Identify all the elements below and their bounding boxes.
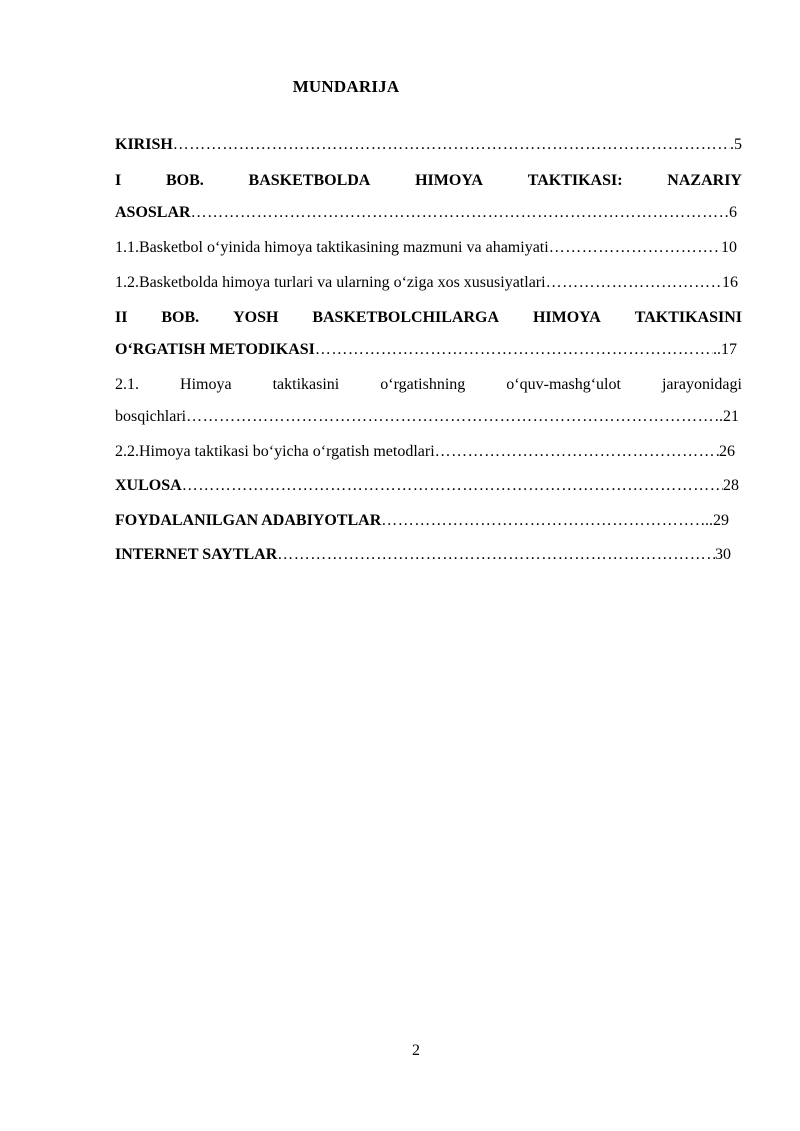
toc-word: NAZARIY (667, 172, 742, 189)
toc-entry-chapter-2-line-1 (115, 307, 742, 329)
toc-entry-label: 1.1.Basketbol o‘yinida himoya taktikasining mazmuni va ahamiyati (115, 239, 549, 256)
toc-entry-label: XULOSA (115, 477, 182, 494)
toc-entry-chapter-1-line-2 (115, 202, 737, 224)
toc-entry-section-2-2 (115, 441, 735, 463)
toc-word: YOSH (233, 309, 279, 326)
toc-word: BOB. (161, 309, 200, 326)
toc-entry-label: KIRISH (115, 136, 173, 153)
toc-word: BASKETBOLCHILARGA (312, 309, 500, 326)
toc-entry-label: INTERNET SAYTLAR (115, 546, 278, 563)
toc-entry-section-2-1-line-1 (115, 374, 742, 396)
toc-word: Himoya (180, 376, 232, 393)
toc-leader-dots (549, 237, 721, 259)
toc-entry-section-2-1-line-2 (115, 406, 739, 428)
toc-entry-label: bosqichlari (115, 408, 187, 425)
toc-word: TAKTIKASI: (527, 172, 623, 189)
toc-entry-xulosa (115, 475, 739, 497)
toc-word: 2.1. (115, 376, 139, 393)
toc-word: BASKETBOLDA (248, 172, 371, 189)
toc-word: TAKTIKASINI (634, 309, 742, 326)
toc-leader-dots (381, 510, 705, 532)
toc-entry-section-1-2 (115, 272, 738, 294)
toc-page-number: 6 (729, 204, 737, 221)
toc-word: HIMOYA (532, 309, 601, 326)
toc-page-number: 28 (723, 477, 739, 494)
toc-leader-dots (182, 475, 723, 497)
toc-word: BOB. (165, 172, 204, 189)
toc-page-number: ..29 (705, 512, 729, 529)
toc-leader-dots (173, 134, 730, 156)
toc-page-number: .21 (719, 408, 739, 425)
toc-page-number: ..17 (713, 341, 737, 358)
toc-entry-section-1-1 (115, 237, 737, 259)
toc-leader-dots (277, 544, 715, 566)
toc-page-number: 26 (719, 443, 735, 460)
toc-page-number: 10 (721, 239, 737, 256)
toc-entry-label: 1.2.Basketbolda himoya turlari va ularning o‘ziga xos xususiyatlari (115, 274, 546, 291)
toc-entry-chapter-2-line-2 (115, 339, 737, 361)
toc-word: o‘rgatishning (380, 376, 466, 393)
toc-entry-chapter-1-line-1 (115, 170, 742, 192)
toc-word: I (115, 172, 122, 189)
toc-page-number: .5 (730, 136, 742, 153)
toc-page-number: 16 (722, 274, 738, 291)
toc-leader-dots (191, 202, 729, 224)
toc-leader-dots (435, 441, 719, 463)
toc-entry-label: FOYDALANILGAN ADABIYOTLAR (115, 512, 382, 529)
toc-page-number: 30 (715, 546, 731, 563)
page-number: 2 (412, 1042, 420, 1059)
toc-leader-dots (186, 406, 719, 428)
toc-word: o‘quv-mashg‘ulot (506, 376, 621, 393)
toc-word: HIMOYA (415, 172, 483, 189)
page-title: MUNDARIJA (292, 77, 400, 96)
toc-word: II (115, 309, 128, 326)
toc-entry-references (115, 510, 729, 532)
toc-word: jarayonidagi (661, 376, 742, 393)
toc-entry-label: O‘RGATISH METODIKASI (115, 341, 315, 358)
toc-entry-internet-sites (115, 544, 731, 566)
toc-leader-dots (315, 339, 713, 361)
toc-entry-label: 2.2.Himoya taktikasi bo‘yicha o‘rgatish metodlari (115, 443, 435, 460)
toc-entry-label: ASOSLAR (115, 204, 191, 221)
toc-entry-kirish (115, 134, 742, 156)
toc-leader-dots (546, 272, 722, 294)
toc-word: taktikasini (272, 376, 340, 393)
